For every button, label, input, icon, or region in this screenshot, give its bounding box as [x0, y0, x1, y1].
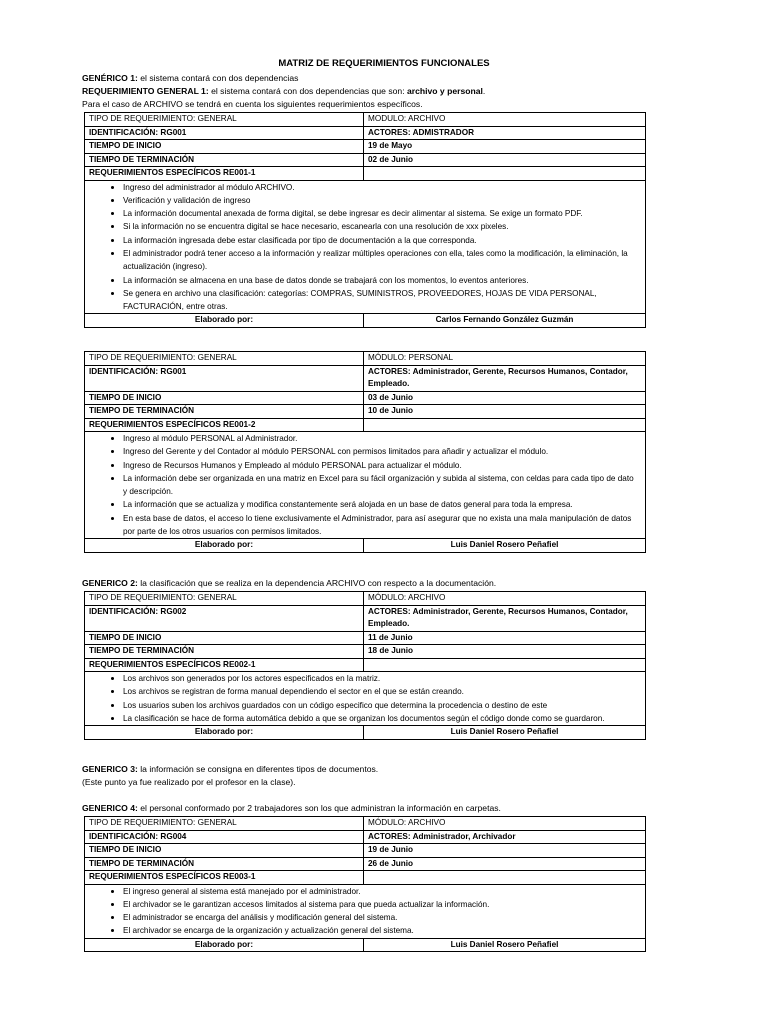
- generico-1-text: el sistema contará con dos dependencias: [137, 73, 299, 83]
- inicio-label-cell: TIEMPO DE INICIO: [85, 140, 364, 154]
- list-item: • Ingreso de Recursos Humanos y Empleado al módulo PERSONAL para actualizar el módulo.: [123, 459, 641, 472]
- elaborado-label-cell: Elaborado por:: [85, 314, 364, 328]
- empty-cell: [364, 658, 646, 672]
- terminacion-value-cell: 18 de Junio: [364, 645, 646, 659]
- list-item: • El archivador se le garantizan accesos limitados al sistema para que pueda actualizar la información.: [123, 898, 641, 911]
- elaborado-label-cell: Elaborado por:: [85, 539, 364, 553]
- empty-cell: [364, 871, 646, 885]
- elaborado-label-cell: Elaborado por:: [85, 938, 364, 952]
- generico-2-label: GENERICO 2:: [82, 578, 138, 588]
- inicio-label-cell: TIEMPO DE INICIO: [85, 844, 364, 858]
- list-item: • La información ingresada debe estar clasificada por tipo de documentación a la que corresponda.: [123, 234, 641, 247]
- requirements-list: [89, 885, 641, 938]
- identificacion-cell: IDENTIFICACIÓN: RG001: [85, 126, 364, 140]
- list-item: • La información debe ser organizada en una matriz en Excel para su fácil organización y subida al sistema, con celdas para cada tipo de dato y descripción.: [123, 472, 641, 499]
- list-item: • Si la información no se encuentra digital se hace necesario, escanearla con una resolución de xxx pixeles.: [123, 220, 641, 233]
- inicio-value-cell: 11 de Junio: [364, 631, 646, 645]
- modulo-cell: MÓDULO: ARCHIVO: [364, 592, 646, 606]
- requirements-table-4: [84, 816, 646, 952]
- elaborado-value-cell: Luis Daniel Rosero Peñafiel: [364, 726, 646, 740]
- list-item: • El ingreso general al sistema está manejado por el administrador.: [123, 885, 641, 898]
- generico-4-line: [82, 802, 501, 814]
- elaborado-label-cell: Elaborado por:: [85, 726, 364, 740]
- elaborado-value-cell: Luis Daniel Rosero Peñafiel: [364, 938, 646, 952]
- terminacion-label-cell: TIEMPO DE TERMINACIÓN: [85, 645, 364, 659]
- generico-1-line: [82, 72, 298, 84]
- generico-2-text: la clasificación que se realiza en la dependencia ARCHIVO con respecto a la documentación.: [137, 578, 497, 588]
- list-item: • La información que se actualiza y modifica constantemente será alojada en un base de datos general para toda la empresa.: [123, 498, 641, 511]
- list-item: • Se genera en archivo una clasificación: categorías: COMPRAS, SUMINISTROS, PROVEEDORES, HOJAS DE VIDA PERSONAL, FACTURACIÓN, entre otras.: [123, 287, 641, 314]
- inicio-value-cell: 19 de Junio: [364, 844, 646, 858]
- generico-3-note: (Este punto ya fue realizado por el profesor en la clase).: [82, 777, 296, 787]
- actores-cell: ACTORES: Administrador, Gerente, Recursos Humanos, Contador, Empleado.: [364, 605, 646, 631]
- requerimiento-general-bold: archivo y personal: [406, 86, 483, 96]
- list-item: • La información documental anexada de forma digital, se debe ingresar es decir alimentar al sistema. Se exige un formato PDF.: [123, 207, 641, 220]
- terminacion-label-cell: TIEMPO DE TERMINACIÓN: [85, 857, 364, 871]
- identificacion-cell: IDENTIFICACIÓN: RG002: [85, 605, 364, 631]
- requerimiento-general-line: [82, 85, 485, 97]
- especificos-cell: REQUERIMIENTOS ESPECÍFICOS RE002-1: [85, 658, 364, 672]
- requerimiento-general-label: REQUERIMIENTO GENERAL 1:: [82, 86, 209, 96]
- empty-cell: [364, 418, 646, 432]
- requirements-list: [89, 672, 641, 725]
- actores-cell: ACTORES: ADMISTRADOR: [364, 126, 646, 140]
- terminacion-value-cell: 26 de Junio: [364, 857, 646, 871]
- terminacion-label-cell: TIEMPO DE TERMINACIÓN: [85, 405, 364, 419]
- terminacion-value-cell: 02 de Junio: [364, 153, 646, 167]
- list-item: • La clasificación se hace de forma automática debido a que se organizan los documentos según el código donde como se guardaron.: [123, 712, 641, 725]
- archivo-intro-line: Para el caso de ARCHIVO se tendrá en cuenta los siguientes requerimientos específicos.: [82, 99, 423, 109]
- actores-cell: ACTORES: Administrador, Archivador: [364, 830, 646, 844]
- list-item: • En esta base de datos, el acceso lo tiene exclusivamente el Administrador, para así asegurar que no exista una mala manipulación de datos por parte de los otros usuarios con permisos limitados.: [123, 512, 641, 539]
- requirements-table-1: [84, 112, 646, 328]
- list-item: • El administrador se encarga del análisis y modificación general del sistema.: [123, 911, 641, 924]
- especificos-cell: REQUERIMIENTOS ESPECÍFICOS RE001-2: [85, 418, 364, 432]
- terminacion-label-cell: TIEMPO DE TERMINACIÓN: [85, 153, 364, 167]
- document-title: MATRIZ DE REQUERIMIENTOS FUNCIONALES: [278, 58, 490, 69]
- identificacion-cell: IDENTIFICACIÓN: RG004: [85, 830, 364, 844]
- list-item: • La información se almacena en una base de datos donde se trabajará con los momentos, lo eventos anteriores.: [123, 274, 641, 287]
- tipo-cell: TIPO DE REQUERIMIENTO: GENERAL: [85, 352, 364, 366]
- especificos-cell: REQUERIMIENTOS ESPECÍFICOS RE001-1: [85, 167, 364, 181]
- list-item: • Los archivos se registran de forma manual dependiendo el sector en el que se están creando.: [123, 685, 641, 698]
- modulo-cell: MÓDULO: ARCHIVO: [364, 817, 646, 831]
- inicio-value-cell: 19 de Mayo: [364, 140, 646, 154]
- requirements-list: [89, 181, 641, 314]
- list-item: • Los archivos son generados por los actores especificados en la matriz.: [123, 672, 641, 685]
- inicio-value-cell: 03 de Junio: [364, 391, 646, 405]
- requirements-table-2: [84, 351, 646, 553]
- list-item: • Ingreso del Gerente y del Contador al módulo PERSONAL con permisos limitados para añadir y actualizar el módulo.: [123, 445, 641, 458]
- empty-cell: [364, 167, 646, 181]
- tipo-cell: TIPO DE REQUERIMIENTO: GENERAL: [85, 817, 364, 831]
- elaborado-value-cell: Carlos Fernando González Guzmán: [364, 314, 646, 328]
- list-item: • El administrador podrá tener acceso a la información y realizar múltiples operaciones con ella, tales como la modificación, la eliminación, la actualización (ingreso).: [123, 247, 641, 274]
- generico-3-label: GENERICO 3:: [82, 764, 138, 774]
- list-item: • Verificación y validación de ingreso: [123, 194, 641, 207]
- requerimiento-general-end: .: [482, 86, 486, 96]
- generico-4-text: el personal conformado por 2 trabajadores son los que administran la información en carpetas.: [137, 803, 501, 813]
- tipo-cell: TIPO DE REQUERIMIENTO: GENERAL: [85, 592, 364, 606]
- modulo-cell: MODULO: ARCHIVO: [364, 113, 646, 127]
- items-cell: [85, 672, 646, 726]
- items-cell: [85, 180, 646, 314]
- generico-2-line: [82, 577, 496, 589]
- list-item: • El archivador se encarga de la organización y actualización general del sistema.: [123, 924, 641, 937]
- list-item: • Ingreso del administrador al módulo ARCHIVO.: [123, 181, 641, 194]
- terminacion-value-cell: 10 de Junio: [364, 405, 646, 419]
- modulo-cell: MÓDULO: PERSONAL: [364, 352, 646, 366]
- elaborado-value-cell: Luis Daniel Rosero Peñafiel: [364, 539, 646, 553]
- tipo-cell: TIPO DE REQUERIMIENTO: GENERAL: [85, 113, 364, 127]
- actores-cell: ACTORES: Administrador, Gerente, Recursos Humanos, Contador, Empleado.: [364, 365, 646, 391]
- inicio-label-cell: TIEMPO DE INICIO: [85, 631, 364, 645]
- requirements-list: [89, 432, 641, 538]
- requirements-table-3: [84, 591, 646, 740]
- list-item: • Los usuarios suben los archivos guardados con un código especifico que determina la procedencia o destino de este: [123, 699, 641, 712]
- generico-3-line: [82, 763, 378, 775]
- items-cell: [85, 432, 646, 539]
- generico-1-label: GENÉRICO 1:: [82, 73, 138, 83]
- identificacion-cell: IDENTIFICACIÓN: RG001: [85, 365, 364, 391]
- especificos-cell: REQUERIMIENTOS ESPECÍFICOS RE003-1: [85, 871, 364, 885]
- items-cell: [85, 884, 646, 938]
- list-item: • Ingreso al módulo PERSONAL al Administrador.: [123, 432, 641, 445]
- generico-3-text: la información se consigna en diferentes tipos de documentos.: [137, 764, 379, 774]
- requerimiento-general-text: el sistema contará con dos dependencias que son:: [208, 86, 407, 96]
- inicio-label-cell: TIEMPO DE INICIO: [85, 391, 364, 405]
- generico-4-label: GENERICO 4:: [82, 803, 138, 813]
